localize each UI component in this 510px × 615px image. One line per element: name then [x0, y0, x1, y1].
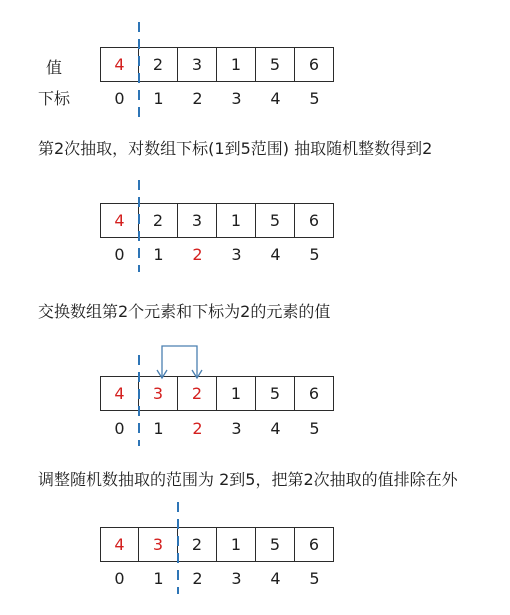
- array-cell: 5: [256, 376, 295, 411]
- index-label: 2: [192, 245, 203, 264]
- array-cell: 6: [295, 47, 334, 82]
- array-cell: 3: [178, 203, 217, 238]
- index-label: 2: [192, 569, 203, 588]
- index-label: 5: [309, 569, 320, 588]
- index-row-label: 下标: [38, 89, 71, 108]
- index-label: 4: [270, 245, 281, 264]
- index-label: 0: [114, 419, 125, 438]
- value-row-label: 值: [46, 58, 63, 77]
- array-cell: 4: [100, 47, 139, 82]
- array-cell: 6: [295, 203, 334, 238]
- array-cell: 6: [295, 527, 334, 562]
- index-label: 0: [114, 245, 125, 264]
- array-cell: 1: [217, 376, 256, 411]
- index-label: 5: [309, 419, 320, 438]
- index-label: 0: [114, 569, 125, 588]
- array-cell: 6: [295, 376, 334, 411]
- array-cell: 5: [256, 527, 295, 562]
- array-cell: 1: [217, 203, 256, 238]
- array-cell: 4: [100, 527, 139, 562]
- index-label: 3: [231, 419, 242, 438]
- caption-draw-step: 第2次抽取，对数组下标(1到5范围) 抽取随机整数得到2: [38, 139, 433, 158]
- array-cell: 1: [217, 47, 256, 82]
- array-cell: 3: [139, 527, 178, 562]
- caption-swap-step: 交换数组第2个元素和下标为2的元素的值: [38, 302, 331, 321]
- array-cell: 4: [100, 376, 139, 411]
- caption-range-step: 调整随机数抽取的范围为 2到5，把第2次抽取的值排除在外: [38, 470, 458, 489]
- array-cell: 2: [178, 376, 217, 411]
- swap-arrow: [162, 346, 197, 378]
- array-cell: 2: [178, 527, 217, 562]
- index-label: 2: [192, 419, 203, 438]
- array-cell: 2: [139, 47, 178, 82]
- array-cell: 5: [256, 47, 295, 82]
- index-label: 4: [270, 569, 281, 588]
- index-label: 1: [153, 419, 164, 438]
- array-cell: 3: [139, 376, 178, 411]
- index-label: 3: [231, 245, 242, 264]
- index-label: 4: [270, 419, 281, 438]
- index-label: 1: [153, 245, 164, 264]
- array-cell: 2: [139, 203, 178, 238]
- index-label: 3: [231, 569, 242, 588]
- array-cell: 5: [256, 203, 295, 238]
- index-label: 3: [231, 89, 242, 108]
- index-label: 5: [309, 89, 320, 108]
- index-label: 4: [270, 89, 281, 108]
- index-label: 0: [114, 89, 125, 108]
- array-cell: 1: [217, 527, 256, 562]
- index-label: 1: [153, 569, 164, 588]
- index-label: 5: [309, 245, 320, 264]
- index-label: 2: [192, 89, 203, 108]
- index-label: 1: [153, 89, 164, 108]
- array-cell: 3: [178, 47, 217, 82]
- array-cell: 4: [100, 203, 139, 238]
